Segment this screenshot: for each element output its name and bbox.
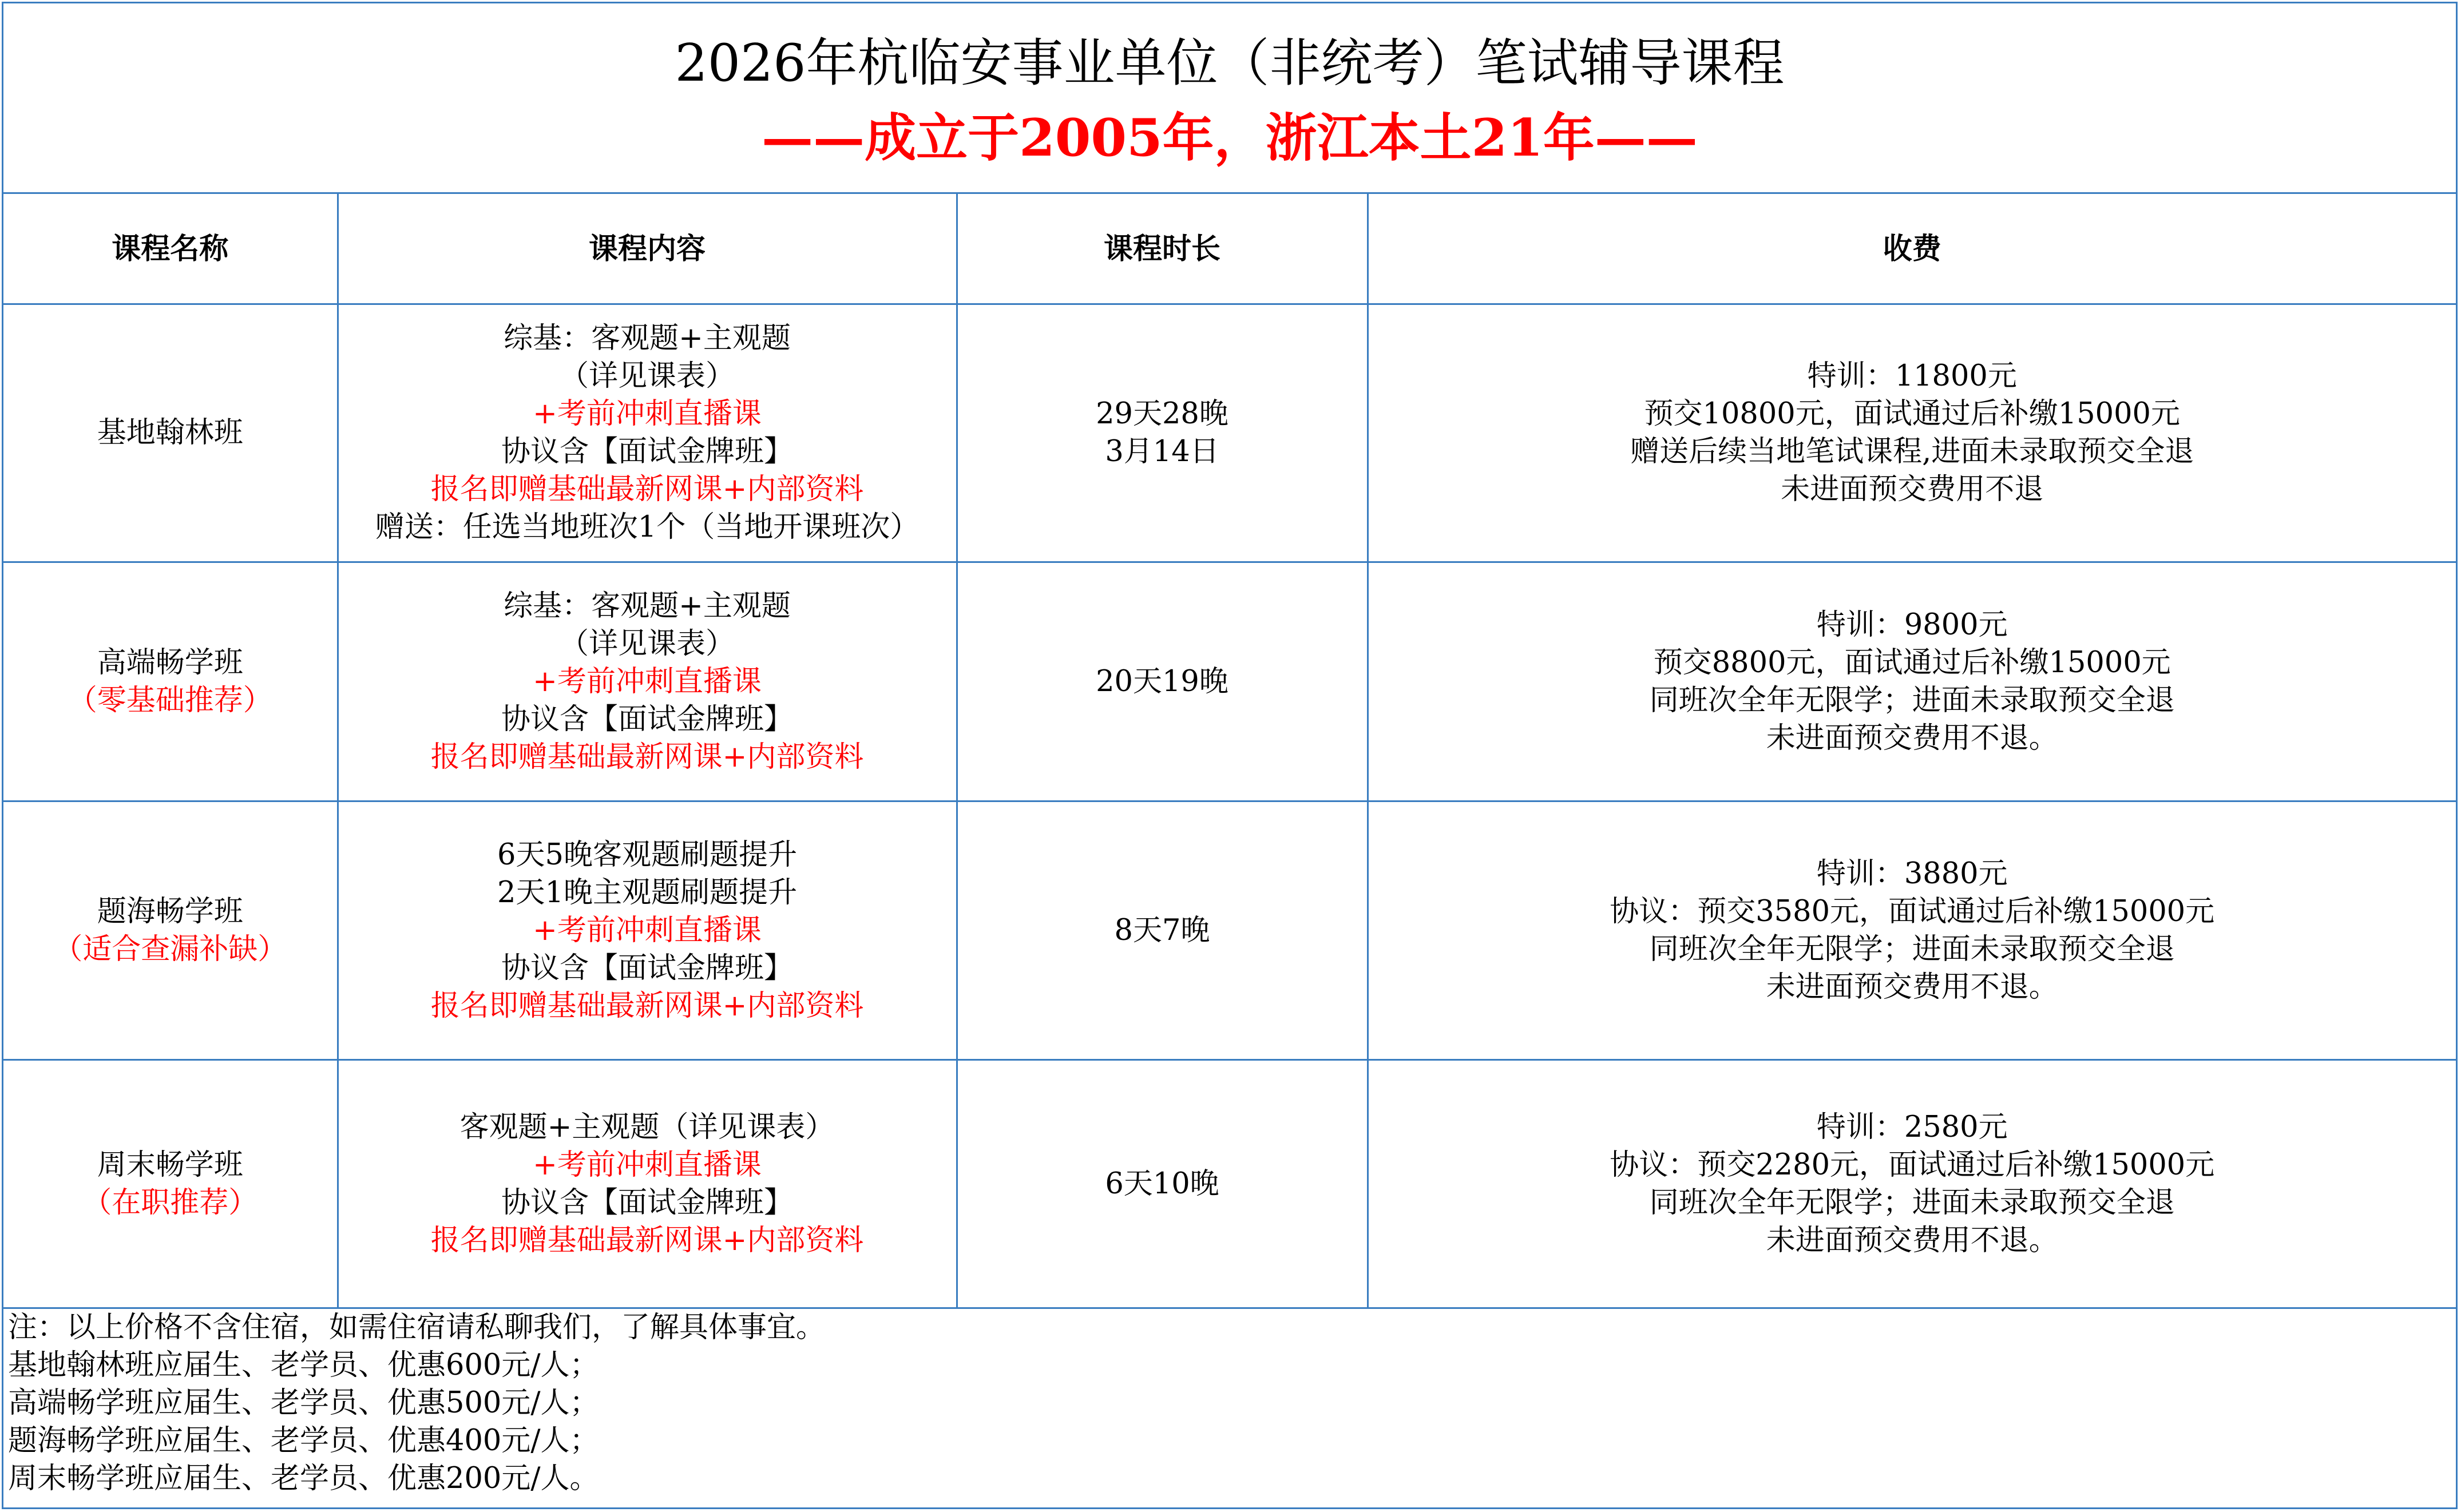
notes-block — [8, 1309, 825, 1498]
course-content-line: 客观题+主观题（详见课表） — [459, 1110, 835, 1144]
course-sheet — [2, 2, 2458, 1509]
fee-line: 同班次全年无限学；进面未录取预交全退 — [1649, 683, 2175, 717]
course-duration: 8天7晚 — [1114, 913, 1210, 947]
course-name-cell — [3, 562, 338, 801]
course-duration-cell — [957, 304, 1368, 562]
header-course-duration: 课程时长 — [957, 193, 1368, 304]
fee-line: 特训：3880元 — [1816, 856, 2008, 891]
course-content-line: （详见课表） — [559, 626, 735, 661]
fee-line: 未进面预交费用不退 — [1781, 473, 2044, 506]
fee-line: 未进面预交费用不退。 — [1766, 1223, 2058, 1257]
note-line: 题海畅学班应届生、老学员、优惠400元/人； — [8, 1424, 599, 1458]
table-row — [3, 562, 2456, 801]
course-content-line: 综基：客观题+主观题 — [504, 589, 791, 623]
course-content-cell — [338, 304, 957, 562]
header-course-content: 课程内容 — [338, 193, 957, 304]
fee-line: 赠送后续当地笔试课程,进面未录取预交全退 — [1630, 435, 2194, 469]
course-table — [3, 192, 2456, 1309]
fee-cell — [1368, 1060, 2456, 1308]
course-content-line: +考前冲刺直播课 — [533, 397, 762, 431]
fee-line: 协议：预交2280元，面试通过后补缴15000元 — [1610, 1148, 2215, 1182]
course-content-cell — [338, 801, 957, 1060]
course-content-line: 协议含【面试金牌班】 — [501, 1185, 793, 1220]
table-row — [3, 801, 2456, 1060]
course-name-cell — [3, 304, 338, 562]
course-duration: 20天19晚 — [1096, 664, 1228, 699]
course-name-note: （零基础推荐） — [68, 683, 272, 717]
course-name-cell — [3, 1060, 338, 1308]
course-content-line: +考前冲刺直播课 — [533, 1148, 762, 1182]
course-content-line: 协议含【面试金牌班】 — [501, 951, 793, 985]
note-line: 基地翰林班应届生、老学员、优惠600元/人； — [8, 1348, 599, 1382]
fee-cell — [1368, 304, 2456, 562]
fee-line: 未进面预交费用不退。 — [1766, 721, 2058, 755]
course-content-cell — [338, 562, 957, 801]
fee-line: 预交10800元，面试通过后补缴15000元 — [1644, 397, 2180, 431]
course-duration-cell — [957, 562, 1368, 801]
table-row — [3, 1060, 2456, 1308]
course-content-line: +考前冲刺直播课 — [533, 664, 762, 699]
course-duration: 6天10晚 — [1105, 1166, 1219, 1201]
course-name: 高端畅学班 — [97, 645, 243, 680]
fee-line: 预交8800元，面试通过后补缴15000元 — [1653, 645, 2171, 680]
course-name: 基地翰林班 — [97, 416, 243, 450]
page-subtitle: ——成立于2005年，浙江本土21年—— — [762, 108, 1698, 168]
course-name-note: （在职推荐） — [82, 1185, 258, 1220]
fee-line: 协议：预交3580元，面试通过后补缴15000元 — [1610, 894, 2215, 928]
course-duration-cell — [957, 1060, 1368, 1308]
table-row — [3, 304, 2456, 562]
header-course-name: 课程名称 — [3, 193, 338, 304]
course-name-note: （适合查漏补缺） — [53, 932, 287, 966]
course-name: 周末畅学班 — [97, 1148, 243, 1182]
course-content-line: 报名即赠基础最新网课+内部资料 — [430, 1223, 864, 1257]
note-line: 高端畅学班应届生、老学员、优惠500元/人； — [8, 1386, 599, 1420]
course-content-line: +考前冲刺直播课 — [533, 913, 762, 947]
fee-cell — [1368, 562, 2456, 801]
fee-line: 特训：9800元 — [1816, 608, 2008, 642]
course-content-line: 综基：客观题+主观题 — [504, 322, 791, 355]
course-content-line: 报名即赠基础最新网课+内部资料 — [430, 473, 864, 506]
note-line: 注：以上价格不含住宿，如需住宿请私聊我们，了解具体事宜。 — [8, 1311, 826, 1344]
fee-line: 同班次全年无限学；进面未录取预交全退 — [1649, 1185, 2175, 1220]
course-content-line: 报名即赠基础最新网课+内部资料 — [430, 989, 864, 1023]
fee-line: 未进面预交费用不退。 — [1766, 970, 2058, 1004]
fee-cell — [1368, 801, 2456, 1060]
course-duration-cell — [957, 801, 1368, 1060]
course-content-line: 赠送：任选当地班次1个（当地开课班次） — [375, 510, 920, 544]
course-duration: 3月14日 — [1105, 435, 1219, 469]
page-title: 2026年杭临安事业单位（非统考）笔试辅导课程 — [675, 33, 1785, 93]
course-content-line: （详见课表） — [559, 359, 735, 393]
course-content-cell — [338, 1060, 957, 1308]
course-content-line: 协议含【面试金牌班】 — [501, 702, 793, 736]
table-header-row — [3, 193, 2456, 304]
fee-line: 同班次全年无限学；进面未录取预交全退 — [1649, 932, 2175, 966]
course-content-line: 2天1晚主观题刷题提升 — [497, 875, 797, 910]
fee-line: 特训：11800元 — [1807, 359, 2017, 393]
course-name: 题海畅学班 — [97, 894, 243, 928]
fee-line: 特训：2580元 — [1816, 1110, 2008, 1144]
course-name-cell — [3, 801, 338, 1060]
note-line: 周末畅学班应届生、老学员、优惠200元/人。 — [8, 1462, 599, 1495]
course-content-line: 6天5晚客观题刷题提升 — [497, 838, 797, 872]
course-content-line: 协议含【面试金牌班】 — [501, 435, 793, 469]
course-duration: 29天28晚 — [1096, 397, 1228, 431]
title-block — [3, 3, 2456, 194]
header-fee: 收费 — [1368, 193, 2456, 304]
course-content-line: 报名即赠基础最新网课+内部资料 — [430, 740, 864, 774]
